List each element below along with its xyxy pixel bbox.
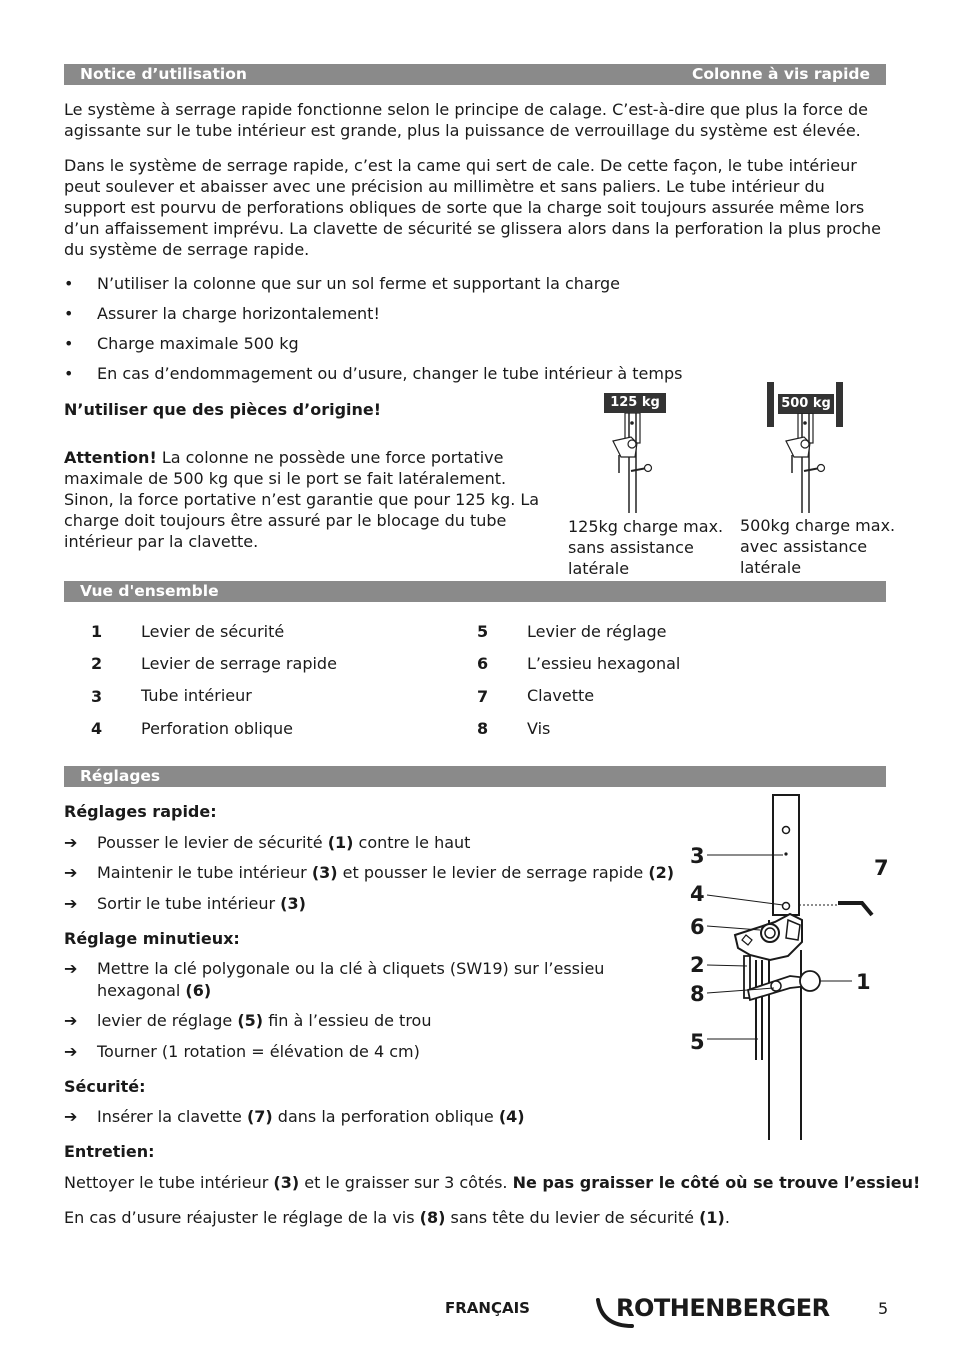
intro-paragraph-2: Dans le système de serrage rapide, c’est la came qui sert de cale. De cette façon, le tube intérieur peut soulever et abaisser avec une précision au millimètre et sans paliers. Le tube intérieur du support est pourvu de perforations obliques de sorte que la charge soit toujours assurée même lors d’un affaissement imprévu. La clavette de sécurité se glissera alors dans la perforation la plus proche du système de serrage rapide. xyxy=(64,156,882,259)
attention-text: La colonne ne possède une force portative maximale de 500 kg que si le port se fait latéralement. Sinon, la force portative n’est garantie que pour 125 kg. La charge doit toujours être assuré par le blocage du tube intérieur par la clavette. xyxy=(64,448,540,551)
item-label: Levier de serrage rapide xyxy=(141,654,337,673)
item-label: Tube intérieur xyxy=(141,686,252,705)
arrow-icon: ➔ xyxy=(64,894,78,913)
item-label: Levier de réglage xyxy=(527,622,667,641)
item-number: 6 xyxy=(477,654,489,673)
item-label: Vis xyxy=(527,719,551,738)
section-title: Vue d'ensemble xyxy=(80,582,219,600)
bullet-symbol: • xyxy=(64,304,74,323)
bullet-symbol: • xyxy=(64,364,74,383)
caption-500kg: 500kg charge max. avec assistance latérale xyxy=(740,516,896,577)
maintenance-text-1: Nettoyer le tube intérieur (3) et le graisser sur 3 côtés. Ne pas graisser le côté où se trouve l’essieu! xyxy=(64,1173,921,1192)
item-number: 2 xyxy=(91,654,103,673)
arrow-icon: ➔ xyxy=(64,863,78,882)
fine-step-cont: hexagonal (6) xyxy=(97,981,212,1000)
column-diagram xyxy=(680,790,900,1145)
badge-125kg: 125 kg xyxy=(604,393,666,413)
diagram-label: 4 xyxy=(690,882,705,906)
list-item: Charge maximale 500 kg xyxy=(97,334,299,353)
original-parts-warning: N’utiliser que des pièces d’origine! xyxy=(64,400,382,419)
maintenance-text-2: En cas d’usure réajuster le réglage de la vis (8) sans tête du levier de sécurité (1). xyxy=(64,1208,730,1227)
header-title: Notice d’utilisation xyxy=(80,65,247,83)
column-figure-125kg xyxy=(595,413,665,515)
item-number: 4 xyxy=(91,719,103,738)
item-number: 1 xyxy=(91,622,103,641)
quick-step: Maintenir le tube intérieur (3) et pousser le levier de serrage rapide (2) xyxy=(97,863,675,882)
item-label: L’essieu hexagonal xyxy=(527,654,681,673)
quick-step: Sortir le tube intérieur (3) xyxy=(97,894,306,913)
footer-brand-logo: ROTHENBERGER xyxy=(616,1294,830,1322)
header-subtitle: Colonne à vis rapide xyxy=(692,65,870,83)
bullet-symbol: • xyxy=(64,334,74,353)
arrow-icon: ➔ xyxy=(64,1042,78,1061)
item-label: Perforation oblique xyxy=(141,719,294,738)
diagram-label: 5 xyxy=(690,1030,705,1054)
item-label: Levier de sécurité xyxy=(141,622,285,641)
intro-paragraph-1: Le système à serrage rapide fonctionne selon le principe de calage. C’est-à-dire que plus la force de agissante sur le tube intérieur est grande, plus la puissance de verrouillage du système est élevée. xyxy=(64,100,869,140)
fine-step: Tourner (1 rotation = élévation de 4 cm) xyxy=(97,1042,420,1061)
section-bar-overview xyxy=(64,581,886,602)
subheading-quick: Réglages rapide: xyxy=(64,802,217,821)
arrow-icon: ➔ xyxy=(64,1011,78,1030)
subheading-safety: Sécurité: xyxy=(64,1077,146,1096)
diagram-label: 6 xyxy=(690,915,705,939)
item-number: 5 xyxy=(477,622,489,641)
diagram-label: 1 xyxy=(856,970,871,994)
fine-step: Mettre la clé polygonale ou la clé à cliquets (SW19) sur l’essieu xyxy=(97,959,605,978)
subheading-maintenance: Entretien: xyxy=(64,1142,155,1161)
diagram-label: 3 xyxy=(690,844,705,868)
section-title: Réglages xyxy=(80,767,161,785)
list-item: Assurer la charge horizontalement! xyxy=(97,304,380,323)
page-number: 5 xyxy=(878,1299,889,1318)
item-number: 3 xyxy=(91,687,103,706)
attention-label: Attention! xyxy=(64,448,157,467)
list-item: N’utiliser la colonne que sur un sol ferme et supportant la charge xyxy=(97,274,621,293)
safety-step: Insérer la clavette (7) dans la perforation oblique (4) xyxy=(97,1107,525,1126)
column-figure-500kg xyxy=(768,413,838,515)
diagram-label: 7 xyxy=(874,856,889,880)
section-bar-settings xyxy=(64,766,886,787)
arrow-icon: ➔ xyxy=(64,1107,78,1126)
item-label: Clavette xyxy=(527,686,595,705)
list-item: En cas d’endommagement ou d’usure, changer le tube intérieur à temps xyxy=(97,364,683,383)
quick-step: Pousser le levier de sécurité (1) contre le haut xyxy=(97,833,471,852)
bullet-symbol: • xyxy=(64,274,74,293)
fine-step: levier de réglage (5) fin à l’essieu de trou xyxy=(97,1011,432,1030)
diagram-label: 8 xyxy=(690,982,705,1006)
caption-125kg: 125kg charge max. sans assistance latérale xyxy=(568,517,724,578)
header-bar xyxy=(64,64,886,85)
item-number: 8 xyxy=(477,719,489,738)
item-number: 7 xyxy=(477,687,489,706)
diagram-label: 2 xyxy=(690,953,705,977)
attention-paragraph xyxy=(64,447,544,552)
badge-500kg: 500 kg xyxy=(778,394,834,414)
arrow-icon: ➔ xyxy=(64,833,78,852)
footer-language: FRANÇAIS xyxy=(445,1299,530,1317)
arrow-icon: ➔ xyxy=(64,959,78,978)
subheading-fine: Réglage minutieux: xyxy=(64,929,240,948)
